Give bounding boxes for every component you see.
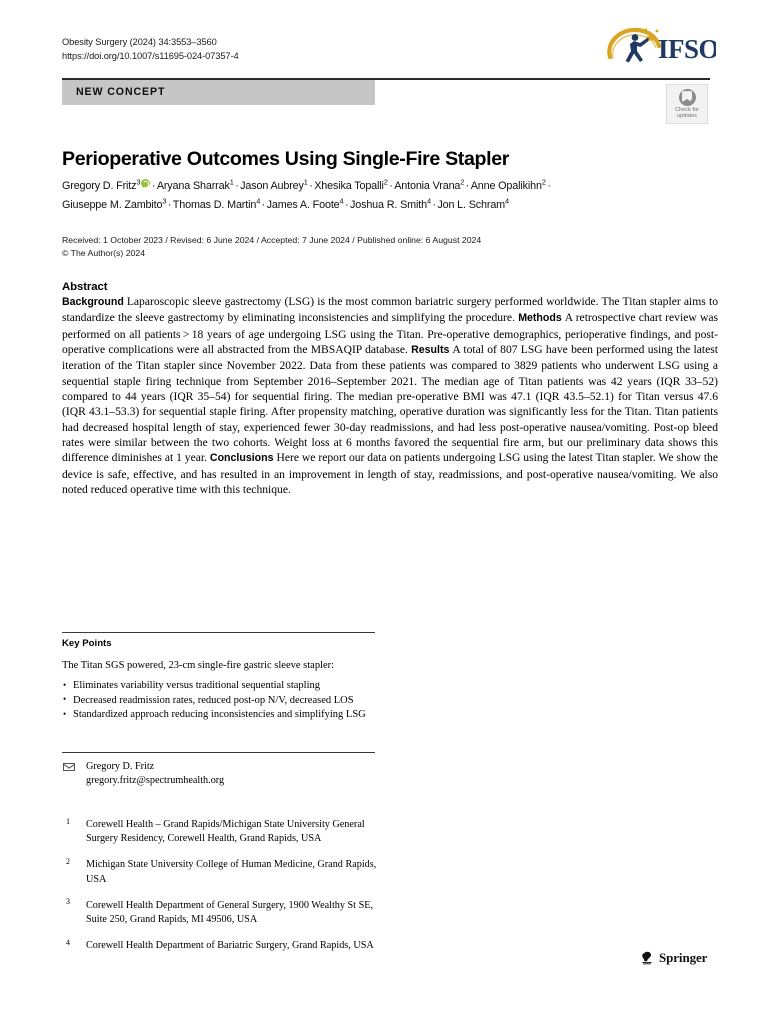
author-name[interactable]: James A. Foote [266, 198, 340, 211]
publication-dates [62, 234, 481, 260]
author-name[interactable]: Anne Opalikihn [470, 180, 542, 192]
author-separator: · [167, 198, 172, 211]
page-title: Perioperative Outcomes Using Single-Fire Stapler [62, 148, 510, 171]
affiliation-number: 2 [66, 856, 70, 866]
author-name[interactable]: Thomas D. Martin [172, 198, 257, 211]
affiliation-item [62, 939, 392, 953]
author-affiliation-marker: 1 [303, 177, 308, 187]
abstract-section-label: Methods [518, 312, 562, 325]
author-separator: · [432, 198, 436, 211]
author-name[interactable]: Jon L. Schram [437, 198, 506, 211]
springer-knight-icon [640, 951, 654, 966]
doi-link[interactable]: https://doi.org/10.1007/s11695-024-07357-4 [62, 50, 239, 61]
affiliation-item [62, 818, 392, 846]
correspondence-email[interactable]: gregory.fritz@spectrumhealth.org [86, 775, 225, 786]
affiliation-item [62, 858, 392, 886]
abstract-section-text: A retrospective chart review was performed on all patients > 18 years of age undergoing LSG using the Titan. Pre-operative demographics, perioperative findings, and post-operative complications were all abstracted from the MBSAQIP database. [62, 311, 718, 357]
author-name[interactable]: Antonia Vrana [394, 180, 461, 192]
key-point-item: • Eliminates variability versus traditional sequential stapling [62, 679, 375, 693]
author-separator: · [465, 180, 470, 192]
affiliation-number: 4 [66, 937, 70, 947]
author-affiliation-marker: 4 [339, 195, 344, 205]
abstract-section-text: A total of 807 LSG have been performed using the latest iteration of the Titan stapler since November 2022. Data from these patients was compared to 3829 patients who underwent LSG using a sequential staple firing technique from September 2016–September 2021. The median age of Titan patients was 42 years (IQR 33–52) compared to 44 years (IQR 35–54) for sequential firing. The median pre-operative BMI was 47.1 (IQR 43.5–52.1) for Titan versus 47.6 (IQR 43.1–53.3) for sequential staple firing. After propensity matching, operative duration was significantly less for the Titan. Titan patients had decreased hospital length of stay, experienced fewer 30-day readmissions, and had less post-operative nausea/vomiting. Post-op bleed rates were similar between the two cohorts. Weight loss at 6 months favored the sequential fire arm, but our preliminary data shows this difference diminishes at 1 year. [62, 343, 718, 465]
author-affiliation-marker: 4 [426, 195, 431, 205]
affiliation-text: Corewell Health Department of General Surgery, 1900 Wealthy St SE, Suite 250, Grand Rapids, MI 49506, USA [86, 899, 373, 926]
correspondence-email-row[interactable] [62, 774, 382, 788]
author-name[interactable]: Xhesika Topalli [314, 180, 384, 192]
journal-citation: Obesity Surgery (2024) 34:3553–3560 [62, 37, 217, 47]
author-separator: · [389, 180, 393, 192]
envelope-icon [63, 763, 75, 771]
author-line-2 [62, 196, 717, 215]
correspondence-section [62, 760, 382, 788]
article-type-label: NEW CONCEPT [76, 86, 166, 98]
author-affiliation-marker: 2 [383, 177, 388, 187]
affiliation-text: Michigan State University College of Human Medicine, Grand Rapids, USA [86, 859, 377, 885]
author-list [62, 177, 717, 214]
abstract-section-label: Conclusions [209, 452, 274, 465]
affiliations-list [62, 818, 392, 965]
crossmark-line1: Check for [675, 106, 699, 113]
author-affiliation-marker: 3 [136, 177, 141, 187]
abstract-heading: Abstract [62, 281, 108, 293]
author-name[interactable]: Jason Aubrey [240, 180, 304, 192]
copyright-line: © The Author(s) 2024 [62, 247, 146, 258]
ifso-wordmark: IFSO [658, 34, 716, 64]
affiliation-item [62, 899, 392, 927]
abstract-section [62, 281, 718, 497]
author-separator: · [151, 180, 156, 192]
key-point-item: • Decreased readmission rates, reduced post-op N/V, decreased LOS [62, 694, 375, 708]
key-points-section [62, 638, 375, 723]
orcid-icon[interactable] [141, 179, 150, 188]
author-affiliation-marker: 4 [256, 195, 261, 205]
author-separator: · [345, 198, 349, 211]
abstract-section-text: Here we report our data on patients undergoing LSG using the latest Titan stapler. We show the device is safe, effective, and has resulted in an improvement in length of stay, readmissions, and post-operative nausea/vomiting. We also noted reduced operative time with this technique. [62, 451, 718, 497]
author-affiliation-marker: 2 [541, 177, 546, 187]
correspondence-divider [62, 752, 375, 753]
author-separator: · [547, 180, 551, 192]
correspondence-name-row [62, 760, 382, 774]
author-name[interactable]: Joshua R. Smith [349, 198, 427, 211]
author-affiliation-marker: 3 [162, 195, 167, 205]
key-points-divider-top [62, 632, 375, 633]
crossmark-badge[interactable] [666, 84, 708, 124]
abstract-body [62, 294, 718, 497]
author-name[interactable]: Gregory D. Fritz [62, 180, 137, 192]
ifso-logo [604, 24, 716, 74]
crossmark-icon [679, 89, 696, 106]
affiliation-text: Corewell Health Department of Bariatric Surgery, Grand Rapids, USA [86, 940, 374, 952]
abstract-section-text: Laparoscopic sleeve gastrectomy (LSG) is the most common bariatric surgery performed worldwide. The Titan stapler aims to standardize the sleeve gastrectomy by eliminating inconsistencies and simplifying the procedure. [62, 295, 718, 325]
springer-logo [640, 950, 707, 966]
abstract-section-label: Background [62, 296, 124, 308]
author-affiliation-marker: 4 [505, 195, 509, 205]
author-affiliation-marker: 2 [460, 177, 465, 187]
author-separator: · [235, 180, 239, 192]
author-name[interactable]: Aryana Sharrak [156, 180, 230, 192]
author-name[interactable]: Giuseppe M. Zambito [62, 198, 163, 211]
author-separator: · [261, 198, 266, 211]
affiliation-text: Corewell Health – Grand Rapids/Michigan State University General Surgery Residency, Corewell Health, Grand Rapids, USA [86, 819, 365, 845]
article-type-banner [62, 80, 375, 105]
correspondence-name: Gregory D. Fritz [86, 761, 155, 772]
key-points-intro: The Titan SGS powered, 23-cm single-fire gastric sleeve stapler: [62, 660, 335, 671]
key-point-item: • Standardized approach reducing inconsistencies and simplifying LSG [62, 708, 375, 722]
journal-header [62, 36, 239, 63]
key-points-list [62, 679, 375, 722]
author-separator: · [309, 180, 313, 192]
springer-wordmark: Springer [659, 950, 708, 965]
author-line-1 [62, 177, 717, 196]
abstract-section-label: Results [411, 344, 450, 357]
author-affiliation-marker: 1 [229, 177, 234, 187]
affiliation-number: 1 [66, 816, 70, 826]
dates-line: Received: 1 October 2023 / Revised: 6 June 2024 / Accepted: 7 June 2024 / Published online: 6 August 2024 [62, 235, 482, 245]
affiliation-number: 3 [66, 897, 70, 907]
crossmark-line2: updates [677, 113, 697, 119]
key-points-heading: Key Points [62, 638, 112, 649]
